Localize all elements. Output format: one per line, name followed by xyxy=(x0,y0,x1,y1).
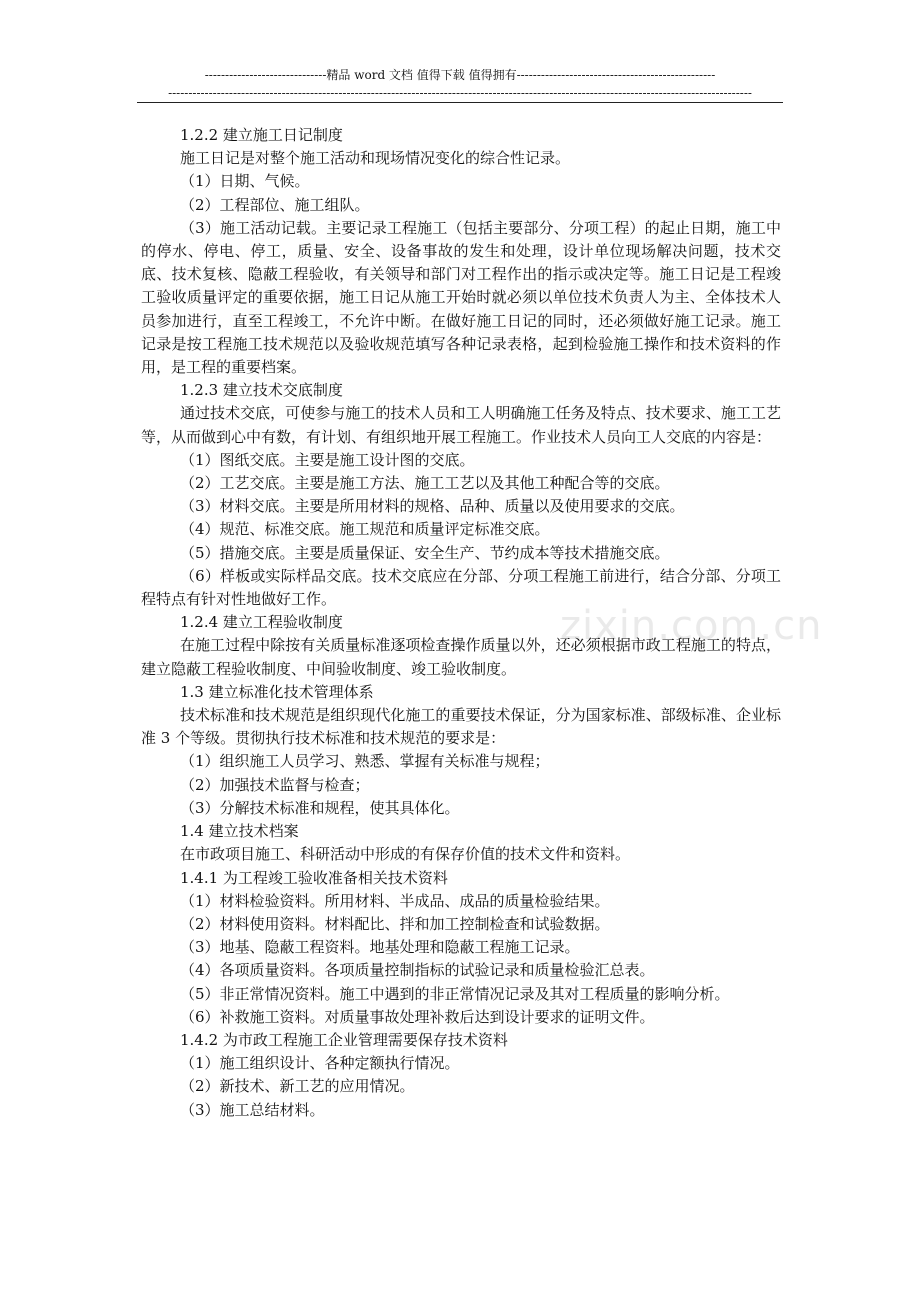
paragraph: 通过技术交底，可使参与施工的技术人员和工人明确施工任务及特点、技术要求、施工工艺等，从而做到心中有数，有计划、有组织地开展工程施工。作业技术人员向工人交底的内容是： xyxy=(141,404,781,446)
section-heading: 1.4.1 为工程竣工验收准备相关技术资料 xyxy=(180,868,448,887)
paragraph: （3）分解技术标准和规程，使其具体化。 xyxy=(180,798,460,817)
section-heading: 1.2.3 建立技术交底制度 xyxy=(180,381,343,400)
paragraph: （1）图纸交底。主要是施工设计图的交底。 xyxy=(180,450,475,469)
paragraph: （6）样板或实际样品交底。技术交底应在分部、分项工程施工前进行，结合分部、分项工程特点有针对性地做好工作。 xyxy=(141,566,781,609)
paragraph: （1）材料检验资料。所用材料、半成品、成品的质量检验结果。 xyxy=(180,891,610,910)
paragraph: 技术标准和技术规范是组织现代化施工的重要技术保证，分为国家标准、部级标准、企业标准 3 个等级。贯彻执行技术标准和技术规范的要求是： xyxy=(141,706,781,748)
paragraph: （5）措施交底。主要是质量保证、安全生产、节约成本等技术措施交底。 xyxy=(180,543,670,562)
paragraph: （2）新技术、新工艺的应用情况。 xyxy=(180,1077,415,1096)
watermark: zixin.com.cn xyxy=(560,603,823,649)
paragraph: （5）非正常情况资料。施工中遇到的非正常情况记录及其对工程质量的影响分析。 xyxy=(180,984,730,1003)
section-heading: 1.2.2 建立施工日记制度 xyxy=(180,126,343,144)
paragraph: （3）施工活动记载。主要记录工程施工（包括主要部分、分项工程）的起止日期，施工中的停水、停电、停工，质量、安全、设备事故的发生和处理，设计单位现场解决问题，技术交底、技术复核、隐蔽工程验收，有关领导和部门对工程作出的指示或决定等。施工日记是工程竣工验收质量评定的重要依据，施工日记从施工开始时就必须以单位技术负责人为主、全体技术人员参加进行，直至工程竣工，不允许中断。在做好施工日记的同时，还必须做好施工记录。施工记录是按工程施工技术规范以及验收规范填写各种记录表格，起到检验施工操作和技术资料的作用，是工程的重要档案。 xyxy=(141,218,781,377)
paragraph: （1）施工组织设计、各种定额执行情况。 xyxy=(180,1054,460,1073)
paragraph: 施工日记是对整个施工活动和现场情况变化的综合性记录。 xyxy=(180,149,571,168)
paragraph: （2）材料使用资料。材料配比、拌和加工控制检查和试验数据。 xyxy=(180,914,610,933)
paragraph: （2）加强技术监督与检查； xyxy=(180,775,370,794)
paragraph: 在施工过程中除按有关质量标准逐项检查操作质量以外，还必须根据市政工程施工的特点，建立隐蔽工程验收制度、中间验收制度、竣工验收制度。 xyxy=(141,636,781,678)
paragraph: （1）日期、气候。 xyxy=(180,172,310,191)
paragraph: （2）工程部位、施工组队。 xyxy=(180,195,370,214)
paragraph: （1）组织施工人员学习、熟悉、掌握有关标准与规程； xyxy=(180,752,550,771)
paragraph: （4）规范、标准交底。施工规范和质量评定标准交底。 xyxy=(180,520,550,539)
page-header-dashes: ------------------------------------------------------------------------------------------------------------------------------------------------ xyxy=(168,86,752,100)
paragraph: （2）工艺交底。主要是施工方法、施工工艺以及其他工种配合等的交底。 xyxy=(180,474,670,493)
paragraph: （3）施工总结材料。 xyxy=(180,1100,325,1119)
header-divider xyxy=(137,102,783,103)
paragraph: （6）补救施工资料。对质量事故处理补救后达到设计要求的证明文件。 xyxy=(180,1007,655,1026)
paragraph: （4）各项质量资料。各项质量控制指标的试验记录和质量检验汇总表。 xyxy=(180,961,655,980)
section-heading: 1.4 建立技术档案 xyxy=(180,822,299,841)
document-body xyxy=(141,124,781,1122)
paragraph: （3）材料交底。主要是所用材料的规格、品种、质量以及使用要求的交底。 xyxy=(180,497,685,516)
section-heading: 1.2.4 建立工程验收制度 xyxy=(180,613,343,632)
paragraph: （3）地基、隐蔽工程资料。地基处理和隐蔽工程施工记录。 xyxy=(180,938,580,957)
section-heading: 1.3 建立标准化技术管理体系 xyxy=(180,682,374,701)
page-header-banner: ------------------------------精品 word 文档 值得下载 值得拥有------------------------------------------------- xyxy=(204,68,716,82)
paragraph: 在市政项目施工、科研活动中形成的有保存价值的技术文件和资料。 xyxy=(180,845,631,864)
section-heading: 1.4.2 为市政工程施工企业管理需要保存技术资料 xyxy=(180,1030,508,1049)
